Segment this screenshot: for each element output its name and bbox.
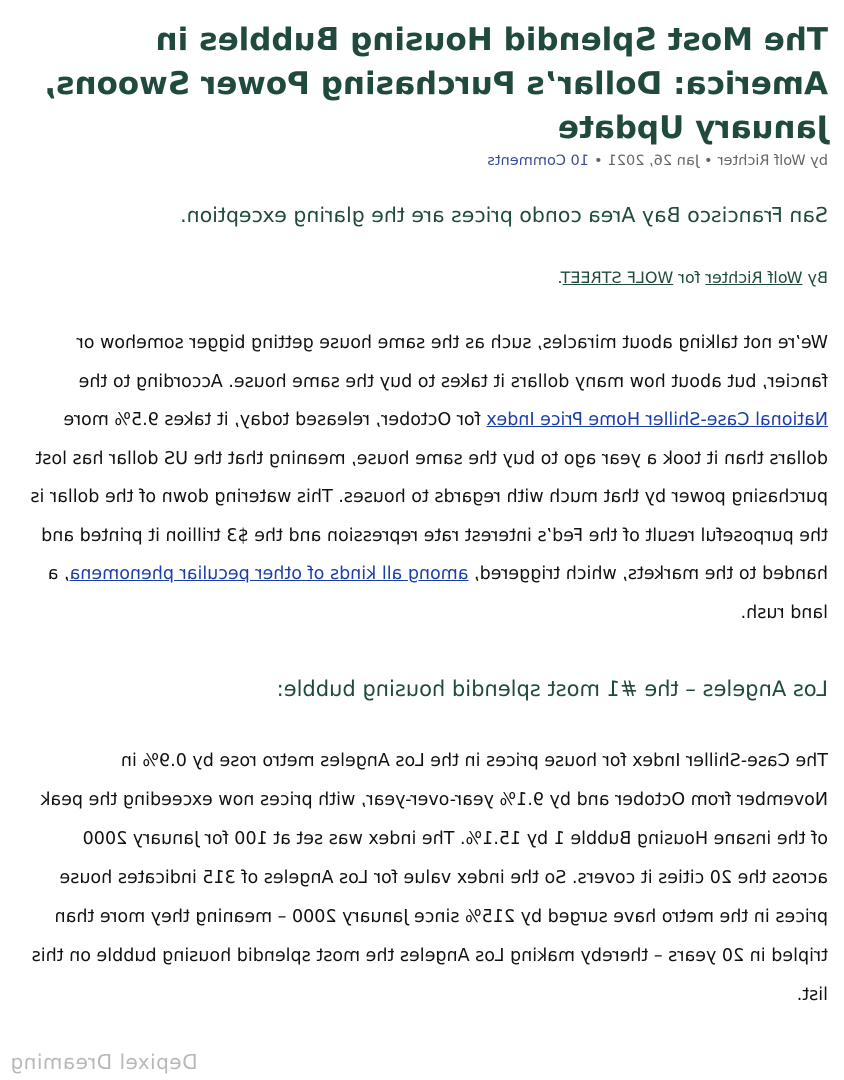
site-link[interactable]: WOLF STREET: [562, 268, 674, 287]
byline-date: Jan 26, 2021: [607, 153, 700, 169]
author-link[interactable]: Wolf Richter: [705, 268, 803, 287]
watermark: Depixel Dreaming: [10, 1050, 198, 1074]
para1-text: for October, released today, it takes 9.5% more dollars than it took a year ago to buy the same house, meaning that the US dollar has lost purchasing power by that much with regards to houses. This watering down of the dollar is the purposeful result of the Fed’s interest rate repression and the $3 trillion it printed and handed to the markets, which triggered,: [30, 410, 828, 584]
byline-bullet: •: [594, 153, 603, 169]
byline-author: Wolf Richter: [717, 153, 806, 169]
credit-end: .: [557, 268, 563, 287]
credit-for: for: [673, 268, 706, 287]
byline-bullet: •: [704, 153, 713, 169]
article-byline: [28, 150, 828, 172]
phenomena-link[interactable]: among all kinds of other peculiar phenomena: [69, 564, 469, 584]
para1-text: We’re not talking about miracles, such as the same house getting bigger somehow or fancier, but about how many dollars it takes to buy the same house. According to the: [76, 333, 828, 392]
article-title: The Most Splendid Housing Bubbles in America: Dollar’s Purchasing Power Swoons, January Update: [44, 22, 828, 146]
los-angeles-paragraph: The Case-Shiller Index for house prices in the Los Angeles metro rose by 0.9% in November from October and by 9.1% year-over-year, with prices now exceeding the peak of the insane Housing Bubble 1 by 15.1%. The index was set at 100 for January 2000 across the 20 cities it covers. So the index value for Los Angeles of 315 indicates house prices in the metro have surged by 215% since January 2000 – meaning they more than tripled in 20 years – thereby making Los Angeles the most splendid housing bubble on this list.: [31, 751, 828, 1005]
section-heading: Los Angeles – the #1 most splendid housing bubble:: [276, 677, 828, 701]
credit-line: [28, 266, 828, 290]
comments-link[interactable]: 10 Comments: [487, 153, 589, 169]
para1-text: , a land rush.: [47, 564, 828, 623]
intro-paragraph: [28, 324, 828, 632]
article-subtitle: San Francisco Bay Area condo prices are the glaring exception.: [180, 203, 828, 227]
article: [28, 18, 828, 1033]
byline-prefix: by: [805, 153, 828, 169]
credit-by: By: [802, 268, 828, 287]
case-shiller-link[interactable]: National Case-Shiller Home Price Index: [486, 410, 828, 430]
